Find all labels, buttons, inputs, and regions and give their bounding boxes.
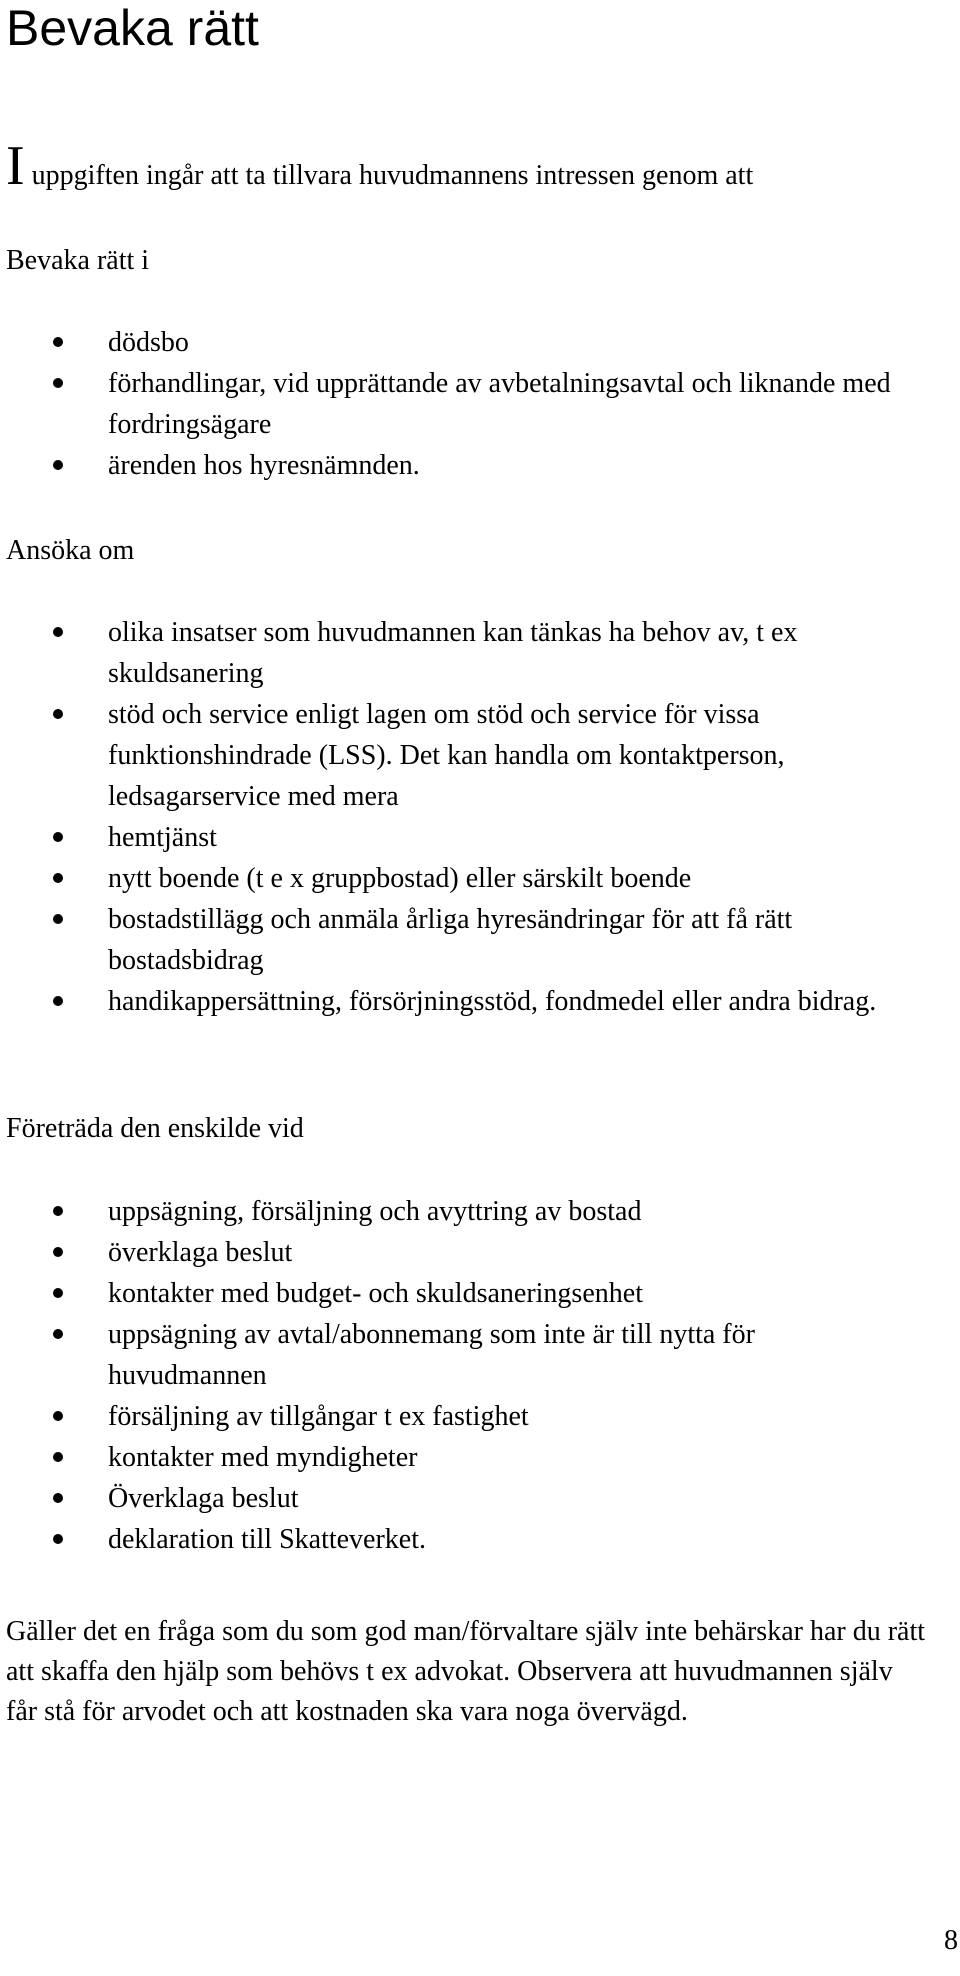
- list-item-text: ärenden hos hyresnämnden.: [108, 450, 420, 481]
- list-item: [6, 445, 906, 486]
- bullet-icon: [53, 1206, 63, 1216]
- bullet-icon: [53, 1534, 63, 1544]
- bullet-icon: [53, 996, 63, 1006]
- list-item-text: handikappersättning, försörjningsstöd, fondmedel eller andra bidrag.: [108, 986, 877, 1017]
- bullet-icon: [53, 337, 63, 347]
- list-item-text: hemtjänst: [108, 822, 217, 853]
- bullet-icon: [53, 832, 63, 842]
- intro-text: uppgiften ingår att ta tillvara huvudmannens intressen genom att: [24, 160, 754, 191]
- bullet-list-bevaka: [6, 322, 906, 486]
- list-item: [6, 363, 906, 445]
- list-item-text: stöd och service enligt lagen om stöd och service för vissa funktionshindrade (LSS). Det kan handla om kontaktperson, ledsagarservice med mera: [108, 699, 785, 812]
- list-item: [6, 1314, 906, 1396]
- list-item: [6, 1232, 906, 1273]
- intro-drop-cap: I: [6, 135, 25, 197]
- bullet-icon: [53, 1329, 63, 1339]
- list-item: [6, 1437, 906, 1478]
- intro-paragraph: [6, 135, 936, 206]
- section-heading-ansoka: Ansöka om: [6, 535, 135, 566]
- list-item-text: olika insatser som huvudmannen kan tänkas ha behov av, t ex skuldsanering: [108, 617, 798, 689]
- closing-paragraph: Gäller det en fråga som du som god man/förvaltare själv inte behärskar har du rätt att skaffa den hjälp som behövs t ex advokat. Observera att huvudmannen själv får stå för arvodet och att kostnaden ska vara noga övervägd.: [6, 1616, 926, 1727]
- bullet-icon: [53, 914, 63, 924]
- list-item-text: dödsbo: [108, 327, 189, 358]
- list-item: [6, 899, 906, 981]
- list-item: [6, 1478, 906, 1519]
- bullet-icon: [53, 460, 63, 470]
- list-item: [6, 612, 906, 694]
- list-item-text: uppsägning av avtal/abonnemang som inte är till nytta för huvudmannen: [108, 1319, 755, 1391]
- list-item: [6, 322, 906, 363]
- list-item: [6, 1273, 906, 1314]
- list-item-text: förhandlingar, vid upprättande av avbetalningsavtal och liknande med fordringsägare: [108, 368, 891, 440]
- bullet-icon: [53, 873, 63, 883]
- section-heading-bevaka: Bevaka rätt i: [6, 245, 150, 276]
- list-item-text: Överklaga beslut: [108, 1483, 299, 1514]
- page-title: Bevaka rätt: [6, 0, 259, 56]
- bullet-icon: [53, 1288, 63, 1298]
- list-item: [6, 858, 906, 899]
- page-number: 8: [944, 1925, 958, 1956]
- list-item-text: nytt boende (t e x gruppbostad) eller särskilt boende: [108, 863, 692, 894]
- list-item-text: försäljning av tillgångar t ex fastighet: [108, 1401, 529, 1432]
- bullet-icon: [53, 378, 63, 388]
- list-item: [6, 1191, 906, 1232]
- list-item: [6, 694, 906, 817]
- bullet-icon: [53, 1452, 63, 1462]
- bullet-icon: [53, 709, 63, 719]
- list-item-text: deklaration till Skatteverket.: [108, 1524, 427, 1555]
- bullet-icon: [53, 1247, 63, 1257]
- list-item-text: bostadstillägg och anmäla årliga hyresändringar för att få rätt bostadsbidrag: [108, 904, 793, 976]
- list-item-text: kontakter med budget- och skuldsaneringsenhet: [108, 1278, 643, 1309]
- bullet-icon: [53, 627, 63, 637]
- list-item: [6, 1396, 906, 1437]
- bullet-list-foretrada: [6, 1191, 906, 1560]
- bullet-list-ansoka: [6, 612, 906, 1022]
- list-item-text: uppsägning, försäljning och avyttring av bostad: [108, 1196, 642, 1227]
- list-item: [6, 817, 906, 858]
- bullet-icon: [53, 1493, 63, 1503]
- bullet-icon: [53, 1411, 63, 1421]
- section-heading-foretrada: Företräda den enskilde vid: [6, 1113, 304, 1144]
- list-item-text: överklaga beslut: [108, 1237, 293, 1268]
- list-item: [6, 1519, 906, 1560]
- list-item: [6, 981, 906, 1022]
- list-item-text: kontakter med myndigheter: [108, 1442, 418, 1473]
